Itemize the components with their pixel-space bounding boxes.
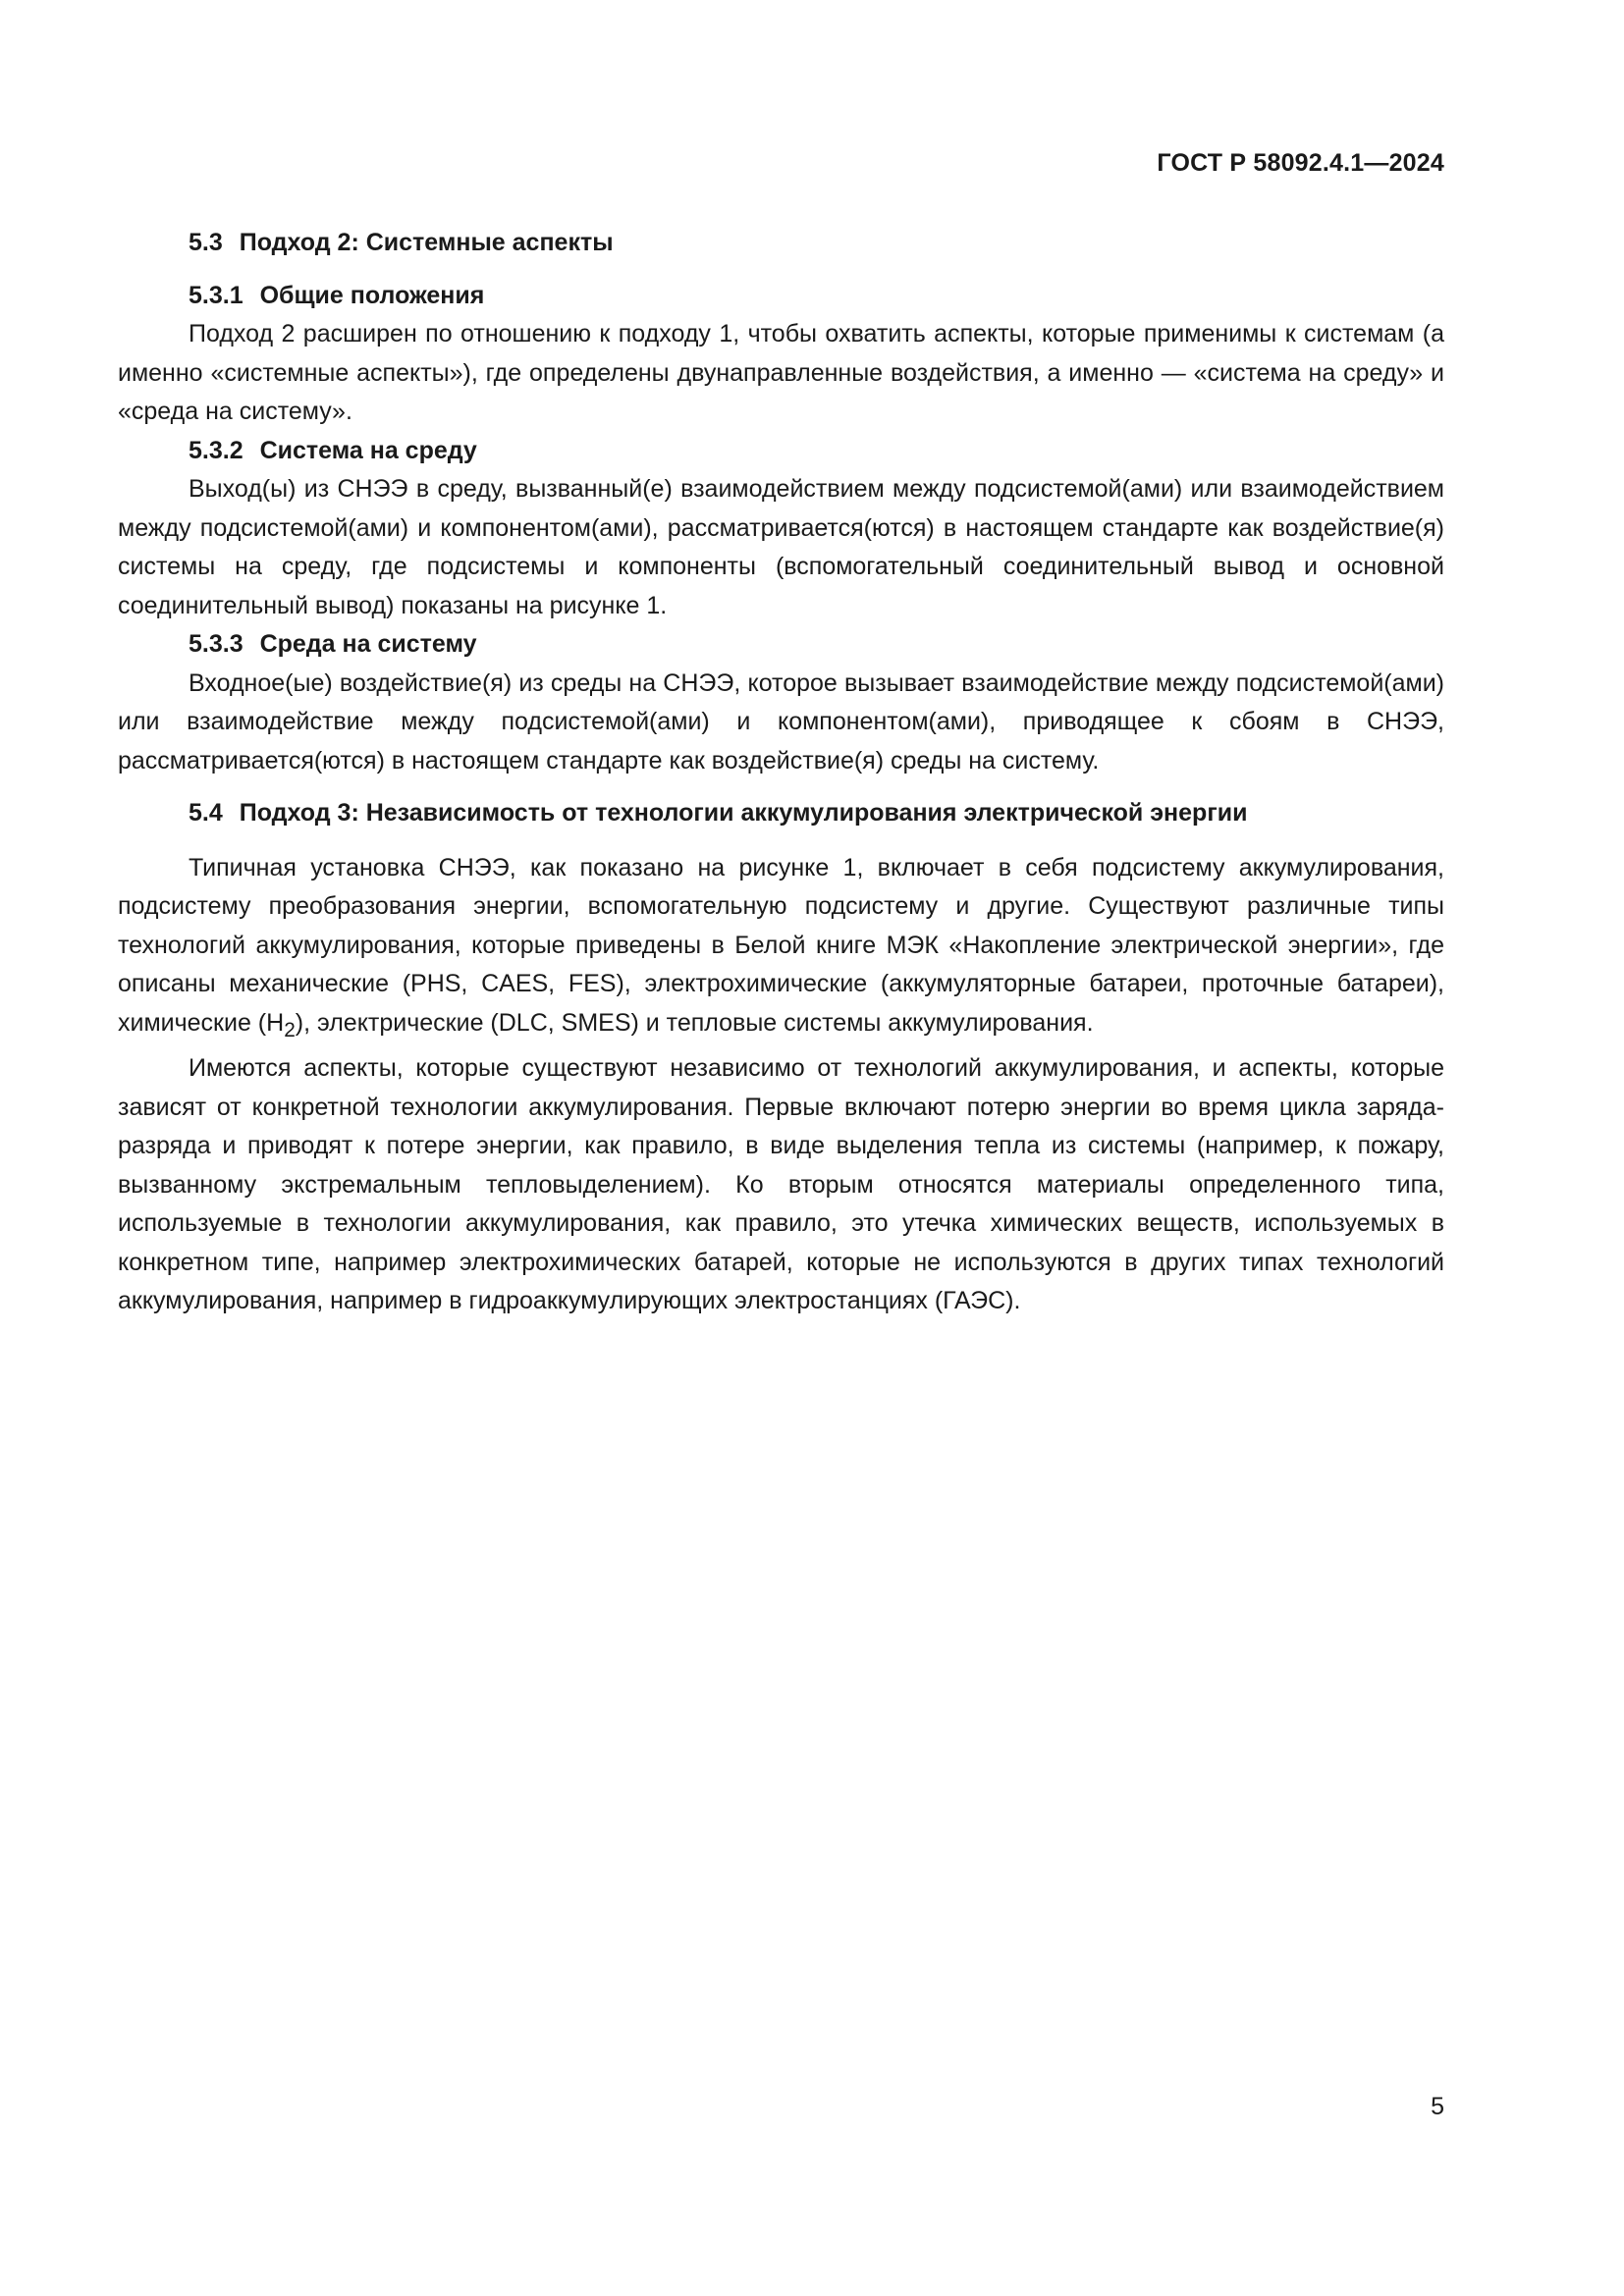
section-5-3-3-heading [118, 625, 1444, 665]
section-5-3-2-paragraph: Выход(ы) из СНЭЭ в среду, вызванный(е) взаимодействием между подсистемой(ами) или взаимодействием между подсистемой(ами) и компонентом(ами), рассматривается(ются) в настоящем стандарте как воздействие(я) системы на среду, где подсистемы и компоненты (вспомогательный соединительный вывод и основной соединительный вывод) показаны на рисунке 1. [118, 475, 1444, 619]
paragraph-text: ), электрические (DLC, SMES) и тепловые системы аккумулирования. [295, 1008, 1094, 1037]
section-5-4-heading [118, 794, 1444, 833]
section-title: Общие положения [259, 281, 485, 309]
section-title: Система на среду [259, 436, 477, 464]
section-5-3-1-heading [118, 277, 1444, 316]
section-5-3-3-paragraph: Входное(ые) воздействие(я) из среды на СНЭЭ, которое вызывает взаимодействие между подсистемой(ами) или взаимодействие между подсистемой(ами) и компонентом(ами), приводящее к сбоям в СНЭЭ, рассматривается(ются) в настоящем стандарте как воздействие(я) среды на систему. [118, 668, 1444, 774]
section-5-4-paragraph-2: Имеются аспекты, которые существуют независимо от технологий аккумулирования, и аспекты, которые зависят от конкретной технологии аккумулирования. Первые включают потерю энергии во время цикла заряда-разряда и приводят к потере энергии, как правило, в виде выделения тепла из системы (например, к пожару, вызванному экстремальным тепловыделением). Ко вторым относятся материалы определенного типа, используемые в технологии аккумулирования, как правило, это утечка химических веществ, используемых в конкретном типе, например электрохимических батарей, которые не используются в других типах технологий аккумулирования, например в гидроаккумулирующих электростанциях (ГАЭС). [118, 1054, 1444, 1314]
section-5-3-2-heading [118, 432, 1444, 471]
section-title: Подход 3: Независимость от технологии аккумулирования электрической энергии [239, 799, 1248, 827]
document-code: ГОСТ Р 58092.4.1—2024 [1157, 149, 1444, 177]
page-number: 5 [1431, 2093, 1444, 2120]
section-title: Подход 2: Системные аспекты [239, 229, 614, 256]
section-number: 5.3 [189, 229, 223, 256]
section-5-4-paragraph-1 [118, 849, 1444, 1050]
section-number: 5.4 [189, 799, 223, 827]
section-number: 5.3.1 [189, 281, 244, 309]
document-body [118, 224, 1444, 1321]
subscript-text: 2 [284, 1018, 296, 1041]
section-5-3-1-paragraph: Подход 2 расширен по отношению к подходу 1, чтобы охватить аспекты, которые применимы к системам (а именно «системные аспекты»), где определены двунаправленные воздействия, а именно — «система на среду» и «среда на систему». [118, 320, 1444, 425]
section-number: 5.3.2 [189, 436, 244, 464]
paragraph-text: Типичная установка СНЭЭ, как показано на рисунке 1, включает в себя подсистему аккумулирования, подсистему преобразования энергии, вспомогательную подсистему и другие. Существуют различные типы технологий аккумулирования, которые приведены в Белой книге МЭК «Накопление электрической энергии», где описаны механические (PHS, CAES, FES), электрохимические (аккумуляторные батареи, проточные батареи), химические (H [118, 853, 1444, 1037]
section-number: 5.3.3 [189, 630, 244, 658]
section-5-3-heading [118, 224, 1444, 263]
section-title: Среда на систему [259, 630, 477, 658]
